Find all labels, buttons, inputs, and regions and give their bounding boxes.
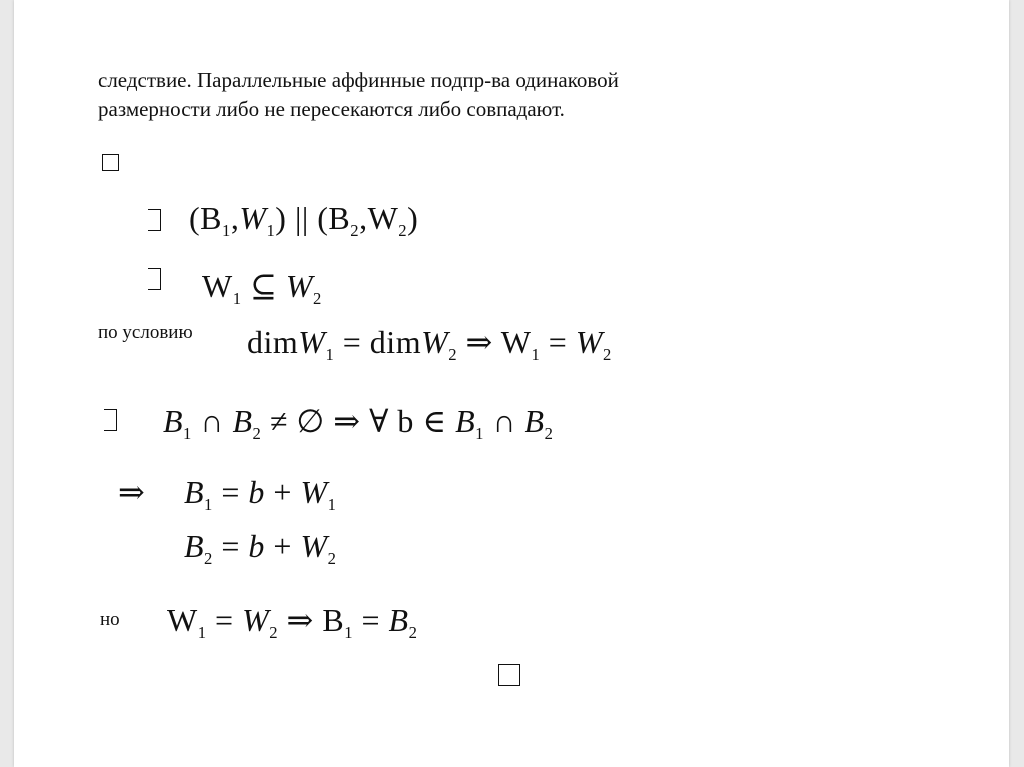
subscript: 1 <box>222 220 231 240</box>
formula-conclusion <box>167 604 417 642</box>
bracket-marker-1 <box>148 209 161 231</box>
corollary-heading <box>98 66 619 124</box>
symbol-W: W <box>285 268 313 304</box>
subscript: 1 <box>344 622 353 642</box>
heading-line-1: следствие. Параллельные аффинные подпр-ва одинаковой <box>98 68 619 92</box>
paren: ( <box>189 200 201 236</box>
formula-subset <box>202 270 322 308</box>
implies-sign: ⇒ <box>457 324 501 360</box>
subscript: 2 <box>350 220 360 240</box>
symbol-W: W <box>575 324 603 360</box>
subscript: 2 <box>544 423 554 443</box>
element-of-sign: ∈ <box>413 403 456 439</box>
comma: , <box>230 200 240 236</box>
bracket-marker-2 <box>148 268 161 290</box>
symbol-B: B <box>524 403 545 439</box>
label-but: но <box>100 609 120 630</box>
proof-start-square <box>102 154 119 171</box>
symbol-B: B <box>184 528 205 564</box>
heading-line-2: размерности либо не пересекаются либо совпадают. <box>98 97 565 121</box>
formula-B1-coset <box>184 476 336 514</box>
symbol-B: B <box>163 403 184 439</box>
symbol-W: W <box>298 324 326 360</box>
equals-sign: = <box>212 528 249 564</box>
equals-sign: = <box>212 474 249 510</box>
equals-sign: = <box>206 602 243 638</box>
symbol-W: W <box>367 200 399 236</box>
subscript: 1 <box>475 423 484 443</box>
symbol-B: B <box>184 474 205 510</box>
subscript: 1 <box>204 494 213 514</box>
subscript: 2 <box>398 220 408 240</box>
dim-operator: dim <box>369 324 422 360</box>
intersection-sign: ∩ <box>191 403 233 439</box>
subscript: 2 <box>327 548 337 568</box>
symbol-B: B <box>200 200 222 236</box>
label-by-condition: по условию <box>98 322 193 343</box>
subscript: 1 <box>197 622 207 642</box>
formula-intersection <box>163 405 553 443</box>
subset-sign: ⊆ <box>241 268 286 304</box>
symbol-b: b <box>248 474 265 510</box>
subscript: 2 <box>448 344 458 364</box>
symbol-b: b <box>397 403 414 439</box>
symbol-B: B <box>328 200 351 236</box>
symbol-B: B <box>322 602 345 638</box>
subscript: 2 <box>603 344 612 364</box>
intersection-sign: ∩ <box>483 403 525 439</box>
equals-sign: = <box>334 324 370 360</box>
symbol-B: B <box>232 403 253 439</box>
parallel-sign: ) || ( <box>275 200 329 236</box>
symbol-B: B <box>455 403 476 439</box>
equals-sign: = <box>353 602 389 638</box>
subscript: 1 <box>266 220 276 240</box>
equals-sign: = <box>540 324 576 360</box>
symbol-b: b <box>248 528 265 564</box>
subscript: 2 <box>252 423 262 443</box>
comma: , <box>359 200 368 236</box>
subscript: 1 <box>183 423 192 443</box>
symbol-B: B <box>388 602 409 638</box>
subscript: 1 <box>327 494 337 514</box>
symbol-W: W <box>202 268 233 304</box>
dim-operator: dim <box>247 324 299 360</box>
subscript: 2 <box>312 288 322 308</box>
not-empty-implies-forall: ≠ ∅ ⇒ ∀ <box>261 403 398 439</box>
plus-sign: + <box>264 474 301 510</box>
subscript: 2 <box>204 548 213 568</box>
subscript: 1 <box>325 344 335 364</box>
slide <box>14 0 1009 767</box>
symbol-W: W <box>421 324 449 360</box>
subscript: 1 <box>531 344 541 364</box>
symbol-W: W <box>500 324 532 360</box>
proof-end-square <box>498 664 520 686</box>
formula-parallel <box>189 202 418 240</box>
plus-sign: + <box>264 528 301 564</box>
symbol-W: W <box>239 200 267 236</box>
symbol-W: W <box>300 528 328 564</box>
formula-B2-coset <box>184 530 336 568</box>
implies-sign: ⇒ <box>278 602 323 638</box>
formula-dimension <box>247 326 612 364</box>
symbol-W: W <box>300 474 328 510</box>
symbol-W: W <box>242 602 270 638</box>
implies-arrow: ⇒ <box>118 474 146 510</box>
symbol-W: W <box>167 602 198 638</box>
subscript: 1 <box>232 288 242 308</box>
bracket-marker-3 <box>104 409 117 431</box>
subscript: 2 <box>408 622 418 642</box>
subscript: 2 <box>269 622 279 642</box>
paren: ) <box>407 200 419 236</box>
